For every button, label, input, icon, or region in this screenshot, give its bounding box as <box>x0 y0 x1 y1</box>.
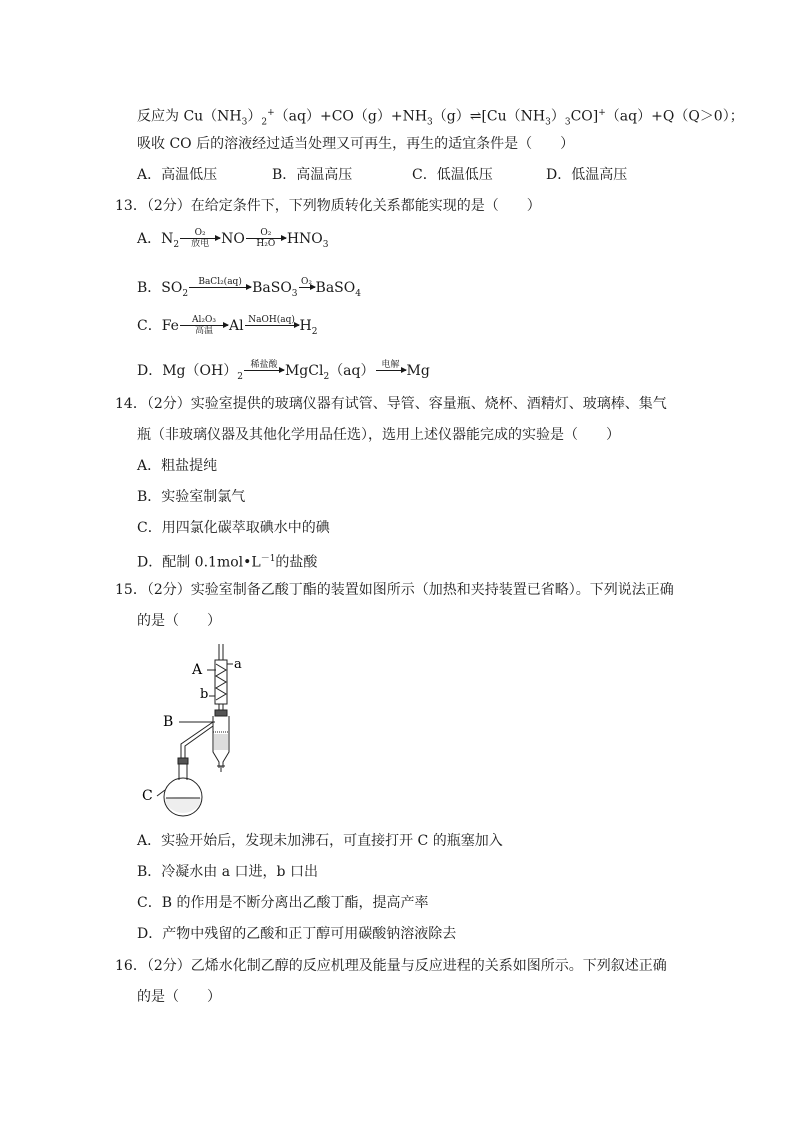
sub: 3 <box>427 117 433 128</box>
condenser <box>209 644 233 710</box>
text: NO <box>221 231 245 247</box>
sub: 3 <box>291 288 298 299</box>
reaction-arrow <box>180 315 228 337</box>
text: 反应为 Cu（NH <box>137 108 242 125</box>
q12-option-a: A．高温低压 <box>137 167 218 183</box>
q15-option-a: A．实验开始后，发现未加沸石，可直接打开 C 的瓶塞加入 <box>137 833 503 849</box>
figure-label-a: a <box>234 657 242 672</box>
arrow-top: Al₂O₃ <box>191 315 216 325</box>
reaction-arrow <box>376 360 406 382</box>
q13-option-a <box>137 228 329 254</box>
q14-option-b: B．实验室制氯气 <box>137 489 246 505</box>
figure-label-B: B <box>163 714 174 730</box>
apparatus-figure <box>135 640 265 820</box>
q15-stem-line1: 15．（2分）实验室制备乙酸丁酯的装置如图所示（加热和夹持装置已省略）。下列说法正确 <box>115 582 674 598</box>
q12-option-b: B．高温高压 <box>272 167 353 183</box>
sub: 3 <box>241 117 248 128</box>
text: HNO <box>286 231 323 247</box>
q15-option-c: C．B 的作用是不断分离出乙酸丁酯，提高产率 <box>137 895 429 911</box>
sub: 2 <box>261 117 268 128</box>
text: B．SO <box>137 280 183 296</box>
q12-line1 <box>137 104 744 131</box>
text: （aq）+CO（g）+NH <box>274 108 428 125</box>
q16-stem-line2: 的是（ ） <box>137 989 221 1005</box>
sub: 4 <box>355 288 361 299</box>
sup: + <box>267 108 275 118</box>
text: BaSO <box>252 280 292 296</box>
figure-label-C: C <box>142 788 153 804</box>
side-arm <box>181 722 213 762</box>
text: H <box>299 318 312 334</box>
q13-option-d <box>137 360 430 386</box>
sub: 2 <box>323 371 330 382</box>
sub: 2 <box>173 239 180 250</box>
text: A．N <box>137 231 174 247</box>
arrow-top: O₂ <box>194 228 206 238</box>
q16-stem-line1: 16．（2分）乙烯水化制乙醇的反应机理及能量与反应进程的关系如图所示。下列叙述正确 <box>115 958 667 974</box>
arrow-top: 电解 <box>381 360 400 370</box>
text: D．Mg（OH） <box>137 363 238 379</box>
q14-option-d <box>137 550 317 572</box>
q14-option-c: C．用四氯化碳萃取碘水中的碘 <box>137 520 330 536</box>
arrow-top: O₂ <box>260 228 272 238</box>
sup: －1 <box>260 554 276 564</box>
text: Al <box>228 318 244 334</box>
q13-option-b <box>137 277 361 303</box>
arrow-bottom: H₂O <box>256 239 276 249</box>
reaction-arrow <box>189 277 251 299</box>
text: ） <box>247 108 262 125</box>
text: MgCl <box>284 363 324 379</box>
water-separator <box>213 710 229 772</box>
text: CO] <box>570 108 599 125</box>
round-bottom-flask <box>164 758 202 816</box>
q14-stem-line1: 14．（2分）实验室提供的玻璃仪器有试管、导管、容量瓶、烧杯、酒精灯、玻璃棒、集气 <box>115 396 667 412</box>
q12-option-c: C．低温低压 <box>412 167 493 183</box>
q14-option-a: A．粗盐提纯 <box>137 458 218 474</box>
reaction-arrow <box>180 228 220 250</box>
text: BaSO <box>315 280 356 296</box>
sub: 3 <box>564 117 571 128</box>
sub: 3 <box>322 239 329 250</box>
figure-label-b: b <box>200 687 209 702</box>
text: 的盐酸 <box>275 554 318 571</box>
arrow-top: O₂ <box>301 277 313 287</box>
sub: 2 <box>237 371 243 382</box>
reaction-arrow <box>299 277 315 299</box>
reaction-arrow <box>244 360 284 382</box>
q15-stem-line2: 的是（ ） <box>137 613 221 629</box>
reaction-arrow <box>245 315 299 337</box>
sub: 3 <box>545 117 551 128</box>
arrow-top: NaOH(aq) <box>248 315 295 325</box>
arrow-bottom: 放电 <box>191 239 210 249</box>
figure-label-A: A <box>192 662 203 678</box>
text: ） <box>550 108 565 125</box>
sub: 2 <box>311 326 318 337</box>
text: （aq）+Q（Q＞0）； <box>605 108 744 125</box>
q14-stem-line2: 瓶（非玻璃仪器及其他化学用品任选），选用上述仪器能完成的实验是（ ） <box>137 427 620 443</box>
q12-option-d: D．低温高压 <box>546 167 628 183</box>
arrow-top: BaCl₂(aq) <box>198 277 242 287</box>
sub: 2 <box>182 288 189 299</box>
reaction-arrow <box>246 228 286 250</box>
sup: + <box>598 108 606 118</box>
text: C．Fe <box>137 318 179 334</box>
arrow-bottom: 高温 <box>194 326 213 336</box>
text: （aq） <box>329 363 375 379</box>
text: Mg <box>406 363 430 379</box>
text: （g）⇌[Cu（NH <box>432 108 546 125</box>
q13-option-c <box>137 315 318 341</box>
q15-option-d: D．产物中残留的乙酸和正丁醇可用碳酸钠溶液除去 <box>137 926 457 942</box>
q15-option-b: B．冷凝水由 a 口进，b 口出 <box>137 864 318 880</box>
q12-line2: 吸收 CO 后的溶液经过适当处理又可再生，再生的适宜条件是（ ） <box>137 136 575 152</box>
arrow-top: 稀盐酸 <box>250 360 278 370</box>
q13-stem: 13．（2分）在给定条件下，下列物质转化关系都能实现的是（ ） <box>115 198 541 214</box>
text: D．配制 0.1mol•L <box>137 554 261 571</box>
